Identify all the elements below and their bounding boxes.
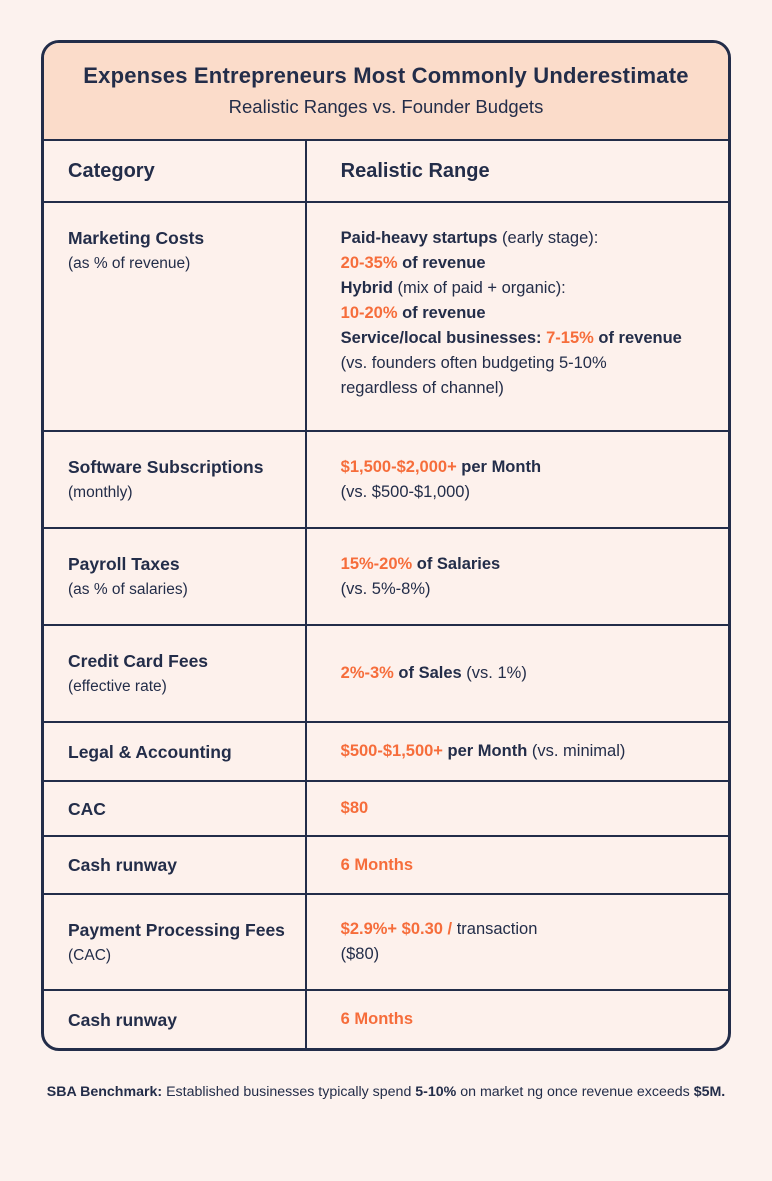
text-segment: 20-35% [340, 254, 398, 272]
category-name: CAC [68, 798, 106, 819]
text-segment: 6 Months [340, 855, 414, 874]
category-cell [44, 837, 307, 893]
table-row [44, 626, 728, 723]
footer-note [0, 1084, 772, 1100]
text-segment: of revenue [593, 329, 682, 347]
text-segment: (early stage): [497, 229, 599, 247]
text-segment: Paid-heavy startups [340, 229, 498, 247]
text-segment: 7-15% [546, 329, 594, 347]
category-name: Payment Processing Fees [68, 919, 285, 940]
category-subtext: (as % of salaries) [68, 581, 188, 598]
category-name: Marketing Costs [68, 228, 205, 248]
category-subtext: (as % of revenue) [68, 255, 191, 272]
range-line [341, 455, 708, 480]
category-name: Payroll Taxes [68, 554, 180, 574]
category-name: Cash runway [68, 1009, 177, 1030]
range-line [341, 739, 708, 764]
column-header-range: Realistic Range [340, 159, 490, 182]
text-segment: on market ng once revenue exceeds [456, 1084, 694, 1100]
text-segment: of revenue [397, 254, 486, 272]
text-segment: 6 Months [340, 1010, 414, 1028]
table-row [44, 837, 728, 895]
text-segment: Established businesses typically spend [162, 1084, 416, 1100]
category-name: Credit Card Fees [68, 651, 209, 671]
range-cell [307, 432, 728, 527]
table-row [44, 895, 728, 991]
text-segment: per Month [456, 457, 542, 476]
table-rows [44, 203, 728, 1048]
table-header [44, 43, 728, 141]
column-header-row [44, 141, 728, 203]
text-segment: $500-$1,500+ [340, 742, 443, 760]
range-line [341, 1007, 708, 1032]
category-cell [44, 529, 307, 624]
text-segment: ($80) [340, 945, 380, 963]
table-row [44, 203, 728, 432]
text-segment: $2.9%+ $0.30 / [340, 920, 453, 938]
range-cell [307, 723, 728, 780]
range-line [341, 326, 708, 351]
category-cell [44, 991, 307, 1048]
category-name: Software Subscriptions [68, 457, 264, 477]
range-cell [307, 529, 728, 624]
category-cell [44, 626, 307, 721]
page-background [0, 40, 772, 1181]
category-cell [44, 895, 307, 989]
text-segment: (vs. minimal) [527, 742, 626, 760]
text-segment: Service/local businesses: [340, 329, 547, 347]
category-cell [44, 203, 307, 430]
table-row [44, 991, 728, 1048]
range-line [341, 796, 708, 821]
expense-table-card [41, 40, 731, 1051]
category-subtext: (monthly) [68, 484, 133, 501]
text-segment: per Month [442, 742, 528, 760]
range-line [341, 942, 708, 967]
table-row [44, 432, 728, 529]
text-segment: of Salaries [412, 554, 501, 573]
category-cell [44, 782, 307, 835]
category-name: Cash runway [68, 855, 177, 875]
text-segment: regardless of channel) [340, 379, 504, 397]
category-subtext: (effective rate) [68, 678, 167, 695]
category-name: Legal & Accounting [68, 741, 232, 762]
text-segment: 2%-3% [340, 664, 394, 682]
table-row [44, 723, 728, 782]
text-segment: (vs. 1%) [461, 664, 527, 682]
text-segment: $80 [340, 799, 369, 817]
text-segment: 15%-20% [340, 554, 413, 573]
range-line [341, 917, 708, 942]
range-line [341, 480, 708, 505]
range-line [341, 351, 708, 376]
range-line [341, 661, 708, 686]
category-subtext: (CAC) [68, 946, 112, 964]
text-segment: of revenue [397, 304, 486, 322]
text-segment: (mix of paid + organic): [392, 279, 566, 297]
column-header-category: Category [44, 141, 307, 201]
text-segment: 5-10% [415, 1084, 457, 1100]
text-segment: (vs. $500-$1,000) [340, 482, 470, 501]
range-cell [307, 895, 728, 989]
range-line [341, 251, 708, 276]
range-cell [307, 991, 728, 1048]
text-segment: Hybrid [340, 279, 393, 297]
text-segment: $5M. [693, 1084, 726, 1100]
range-cell [307, 203, 728, 430]
table-row [44, 782, 728, 837]
table-row [44, 529, 728, 626]
text-segment: of Sales [393, 664, 462, 682]
category-cell [44, 723, 307, 780]
range-line [341, 853, 708, 878]
range-line [341, 577, 708, 602]
text-segment: $1,500-$2,000+ [340, 457, 457, 476]
page-title: Expenses Entrepreneurs Most Commonly Underestimate [83, 63, 689, 88]
range-cell [307, 837, 728, 893]
range-line [341, 276, 708, 301]
range-line [341, 552, 708, 577]
range-cell [307, 626, 728, 721]
text-segment: 10-20% [340, 304, 398, 322]
text-segment: (vs. founders often budgeting 5-10% [340, 354, 607, 372]
text-segment: transaction [452, 920, 538, 938]
range-line [341, 226, 708, 251]
text-segment: SBA Benchmark: [46, 1084, 163, 1100]
range-cell [307, 782, 728, 835]
category-cell [44, 432, 307, 527]
text-segment: (vs. 5%-8%) [340, 579, 431, 598]
page-subtitle: Realistic Ranges vs. Founder Budgets [228, 96, 544, 117]
range-line [341, 301, 708, 326]
range-line [341, 376, 708, 401]
